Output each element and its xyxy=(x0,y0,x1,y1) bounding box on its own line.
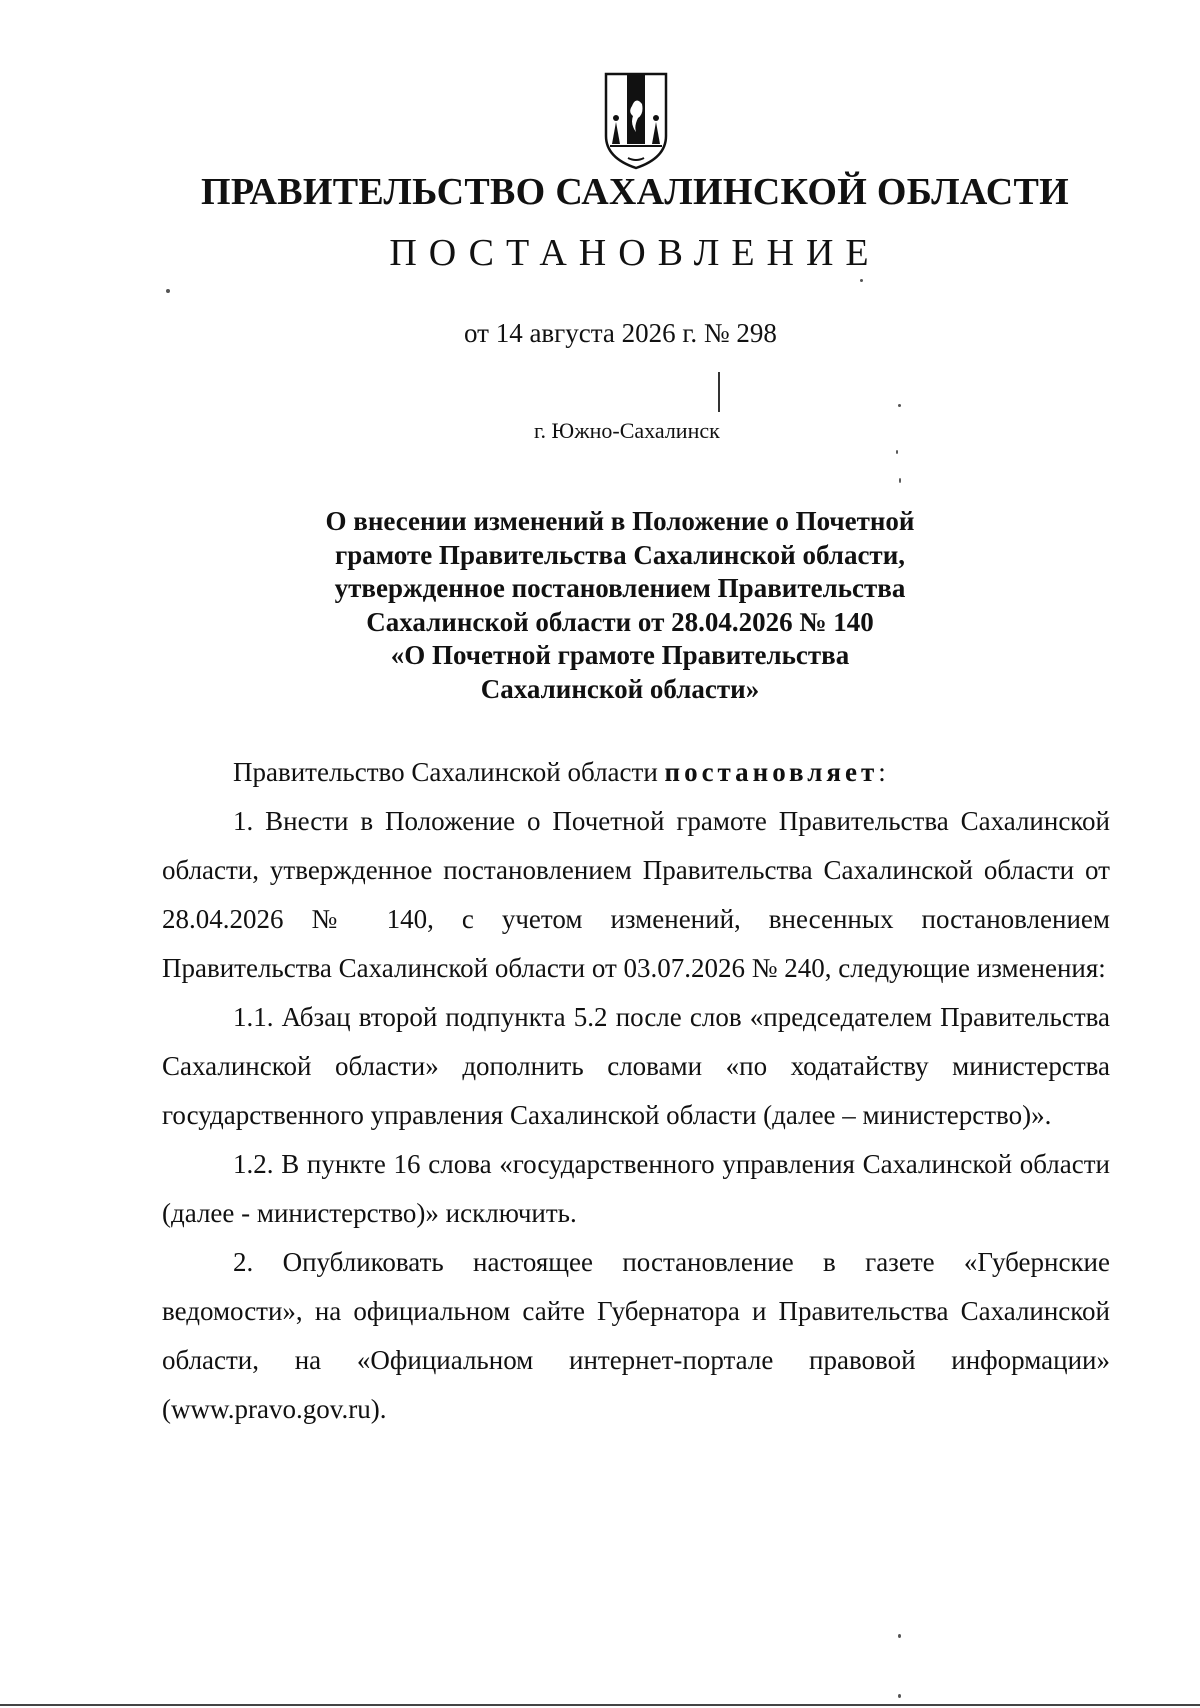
subject-line: «О Почетной грамоте Правительства xyxy=(390,640,850,670)
scan-speck xyxy=(860,279,863,282)
paragraph-1-2: 1.2. В пункте 16 слова «государственного управления Сахалинской области (далее - министерство)» исключить. xyxy=(162,1149,1110,1228)
preamble-emphasis: постановляет xyxy=(664,757,879,787)
subject-line: грамоте Правительства Сахалинской области, xyxy=(334,539,906,570)
document-body xyxy=(162,748,1110,1434)
subject-line: Сахалинской области от 28.04.2026 № 140 xyxy=(366,606,874,637)
document-subject xyxy=(290,505,950,706)
scan-speck xyxy=(899,478,901,483)
subject-line: О внесении изменений в Положение о Почетной xyxy=(325,506,915,536)
preamble-colon: : xyxy=(878,757,886,787)
subject-line: утвержденное постановлением Правительства xyxy=(334,573,906,603)
scan-speck xyxy=(896,450,898,454)
paragraph-1: 1. Внести в Положение о Почетной грамоте Правительства Сахалинской области, утвержденное постановлением Правительства Сахалинской области от 28.04.2026 № 140, с учетом изменений, внесенных постановлением Правительства Сахалинской области от 03.07.2026 № 240, следующие изменения: xyxy=(162,806,1110,983)
sakhalin-coat-of-arms-icon xyxy=(600,66,672,170)
preamble-text: Правительство Сахалинской области xyxy=(233,757,665,787)
document-type: ПОСТАНОВЛЕНИЕ xyxy=(389,232,881,274)
paragraph-2: 2. Опубликовать настоящее постановление в газете «Губернские ведомости», на официальном сайте Губернатора и Правительства Сахалинской области, на «Официальном интернет-портале правовой информации» (www.pravo.gov.ru). xyxy=(162,1247,1110,1424)
scan-artifact-line xyxy=(718,372,720,412)
document-date-number: от 14 августа 2026 г. № 298 xyxy=(464,318,777,348)
scan-speck xyxy=(898,404,901,407)
scan-speck xyxy=(166,289,170,293)
organization-title: ПРАВИТЕЛЬСТВО САХАЛИНСКОЙ ОБЛАСТИ xyxy=(201,171,1069,213)
scan-speck xyxy=(898,1694,901,1698)
scan-edge-line xyxy=(0,1704,1200,1706)
scan-speck xyxy=(898,1634,901,1638)
paragraph-1-1: 1.1. Абзац второй подпункта 5.2 после слов «председателем Правительства Сахалинской области» дополнить словами «по ходатайству министерства государственного управления Сахалинской области (далее – министерство)». xyxy=(162,1002,1110,1130)
preamble-paragraph xyxy=(162,748,1110,797)
document-place: г. Южно-Сахалинск xyxy=(534,418,720,443)
subject-line: Сахалинской области» xyxy=(480,673,760,704)
